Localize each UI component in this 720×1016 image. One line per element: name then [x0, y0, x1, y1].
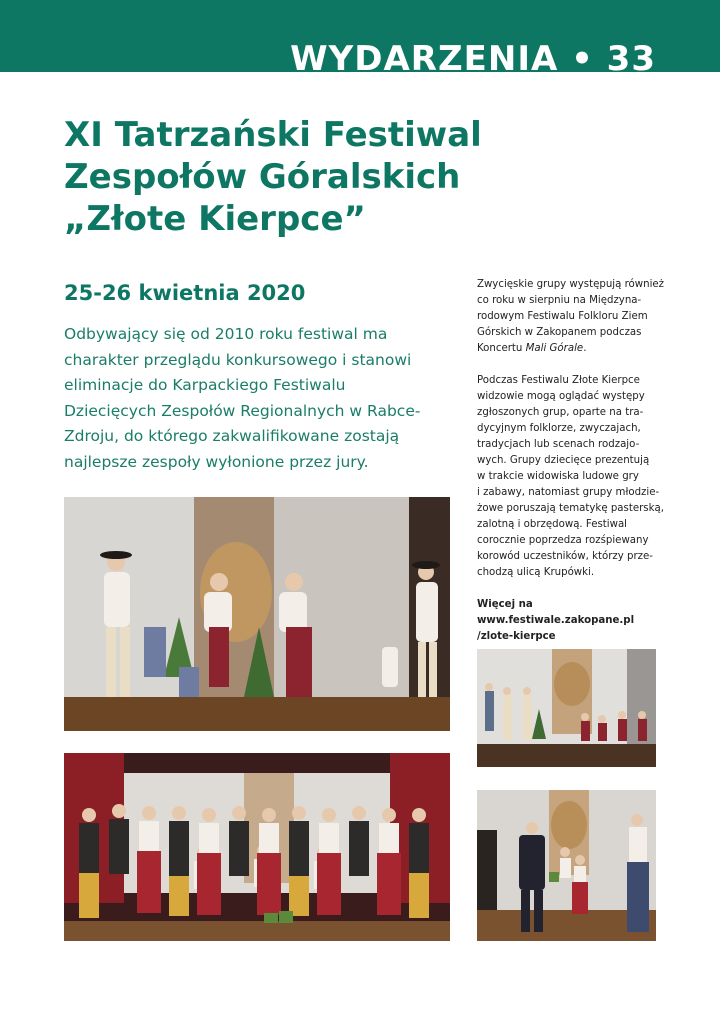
header-band [0, 0, 720, 72]
sidebar-line: widzowie mogą oglądać występy [477, 391, 645, 402]
sidebar-line: Zwycięskie grupy występują również [477, 279, 665, 290]
event-date: 25-26 kwietnia 2020 [64, 281, 306, 305]
sidebar-line: rodowym Festiwalu Folkloru Ziem [477, 311, 648, 322]
sidebar-line: dycyjnym folklorze, zwyczajach, [477, 423, 641, 434]
sidebar-line: zalotną i obrzędową. Festiwal [477, 519, 628, 530]
website-link[interactable]: www.festiwale.zakopane.pl [477, 615, 635, 626]
sidebar-line: wych. Grupy dziecięce prezentują [477, 455, 650, 466]
sidebar-line: Podczas Festiwalu Złote Kierpce [477, 375, 640, 386]
lead-line: najlepsze zespoły wyłonione przez jury. [64, 452, 369, 471]
sidebar-line: i zabawy, natomiast grupy młodzie- [477, 487, 660, 498]
sidebar-line: korowód uczestników, którzy prze- [477, 551, 653, 562]
photo-stage-dance [64, 497, 450, 731]
lead-line: Odbywający się od 2010 roku festiwal ma [64, 325, 388, 343]
sidebar-line: zgłoszonych grup, oparte na tra- [477, 407, 644, 418]
lead-paragraph [64, 322, 454, 475]
sidebar-line: chodzą ulicą Krupówki. [477, 567, 595, 578]
title-line: Zespołów Góralskich [64, 157, 461, 197]
sidebar-line: corocznie poprzedza rozśpiewany [477, 535, 649, 546]
sidebar-line-suffix: . [583, 343, 587, 354]
lead-line: eliminacje do Karpackiego Festiwalu [64, 376, 346, 394]
sidebar-text [477, 277, 677, 645]
article-title [64, 114, 624, 240]
sidebar-line: w trakcie widowiska ludowe gry [477, 471, 639, 482]
sidebar-line: Górskich w Zakopanem podczas [477, 327, 642, 338]
sidebar-line: tradycjach lub scenach rodzajo- [477, 439, 640, 450]
photo-stage-small [477, 649, 656, 767]
sidebar-line-prefix: Koncertu [477, 343, 526, 354]
photo-group-portrait [64, 753, 450, 941]
sidebar-line [477, 341, 677, 357]
lead-line: Zdroju, do którego zakwalifikowane zostają [64, 427, 400, 445]
website-link-path[interactable]: /zlote-kierpce [477, 631, 556, 642]
photo-award [477, 790, 656, 941]
more-info-label: Więcej na [477, 599, 533, 610]
lead-line: charakter przeglądu konkursowego i stanowi [64, 350, 412, 369]
title-line: „Złote Kierpce” [64, 199, 366, 239]
concert-name: Mali Górale [525, 343, 584, 354]
section-label: WYDARZENIA • 33 [290, 39, 656, 72]
sidebar-line: co roku w sierpniu na Międzyna- [477, 295, 642, 306]
sidebar-line: żowe poruszają tematykę pasterską, [477, 503, 664, 514]
title-line: XI Tatrzański Festiwal [64, 115, 482, 155]
lead-line: Dziecięcych Zespołów Regionalnych w Rabce- [64, 401, 421, 420]
